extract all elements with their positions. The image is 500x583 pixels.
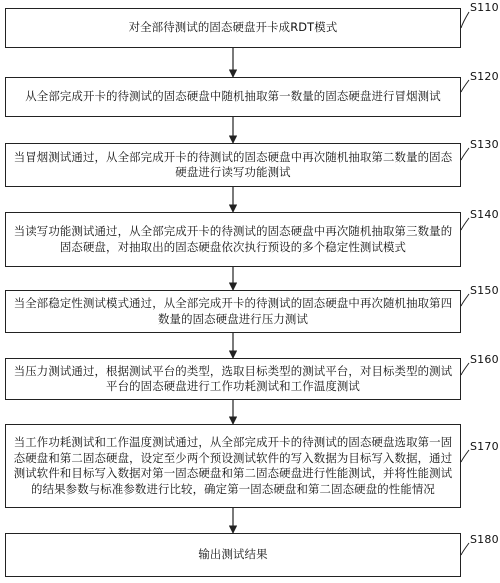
step-label-s110: S110 [470, 1, 499, 14]
step-box-s150 [5, 290, 461, 333]
step-label-s180: S180 [470, 533, 499, 546]
step-box-s140 [5, 212, 461, 267]
step-label-s140: S140 [470, 208, 499, 221]
step-label-s170: S170 [470, 440, 499, 453]
step-label-s160: S160 [470, 353, 499, 366]
step-text-s160: 当压力测试通过，根据测试平台的类型，选取目标类型的测试平台，对目标类型的测试平台的固态硬盘进行工作功耗测试和工作温度测试 [13, 363, 453, 393]
leader-s170 [461, 450, 469, 462]
leader-s120 [461, 80, 469, 92]
leader-s180 [461, 543, 469, 555]
step-label-s150: S150 [470, 284, 499, 297]
leader-s110 [461, 12, 469, 28]
step-text-s180: 输出测试结果 [198, 547, 268, 562]
step-box-s110 [5, 8, 461, 48]
step-box-s160 [5, 358, 461, 400]
step-text-s110: 对全部待测试的固态硬盘开卡成RDT模式 [128, 20, 338, 35]
step-text-s130: 当冒烟测试通过，从全部完成开卡的待测试的固态硬盘中再次随机抽取第二数量的固态硬盘进行读写功能测试 [13, 149, 453, 179]
step-box-s170 [5, 424, 461, 508]
step-label-s120: S120 [470, 70, 499, 83]
step-box-s130 [5, 143, 461, 187]
leader-s160 [461, 363, 469, 375]
step-text-s170: 当工作功耗测试和工作温度测试通过，从全部完成开卡的待测试的固态硬盘选取第一固态硬盘和第二固态硬盘，设定至少两个预设测试软件的写入数据为目标写入数据，通过测试软件和目标写入数据对第一固态硬盘和第二固态硬盘进行性能测试，并将性能测试的结果参数与标准参数进行比较，确定第一固态硬盘和第二固态硬盘的性能情况 [13, 435, 453, 496]
leader-s150 [461, 294, 469, 306]
step-box-s180 [5, 533, 461, 577]
step-text-s120: 从全部完成开卡的待测试的固态硬盘中随机抽取第一数量的固态硬盘进行冒烟测试 [25, 89, 441, 104]
step-box-s120 [5, 77, 461, 117]
step-label-s130: S130 [470, 138, 499, 151]
leader-s140 [461, 218, 469, 230]
step-text-s140: 当读写功能测试通过，从全部完成开卡的待测试的固态硬盘中再次随机抽取第三数量的固态硬盘，对抽取出的固态硬盘依次执行预设的多个稳定性测试模式 [13, 224, 453, 254]
leader-s130 [461, 148, 469, 160]
step-text-s150: 当全部稳定性测试模式通过，从全部完成开卡的待测试的固态硬盘中再次随机抽取第四数量的固态硬盘进行压力测试 [13, 296, 453, 326]
